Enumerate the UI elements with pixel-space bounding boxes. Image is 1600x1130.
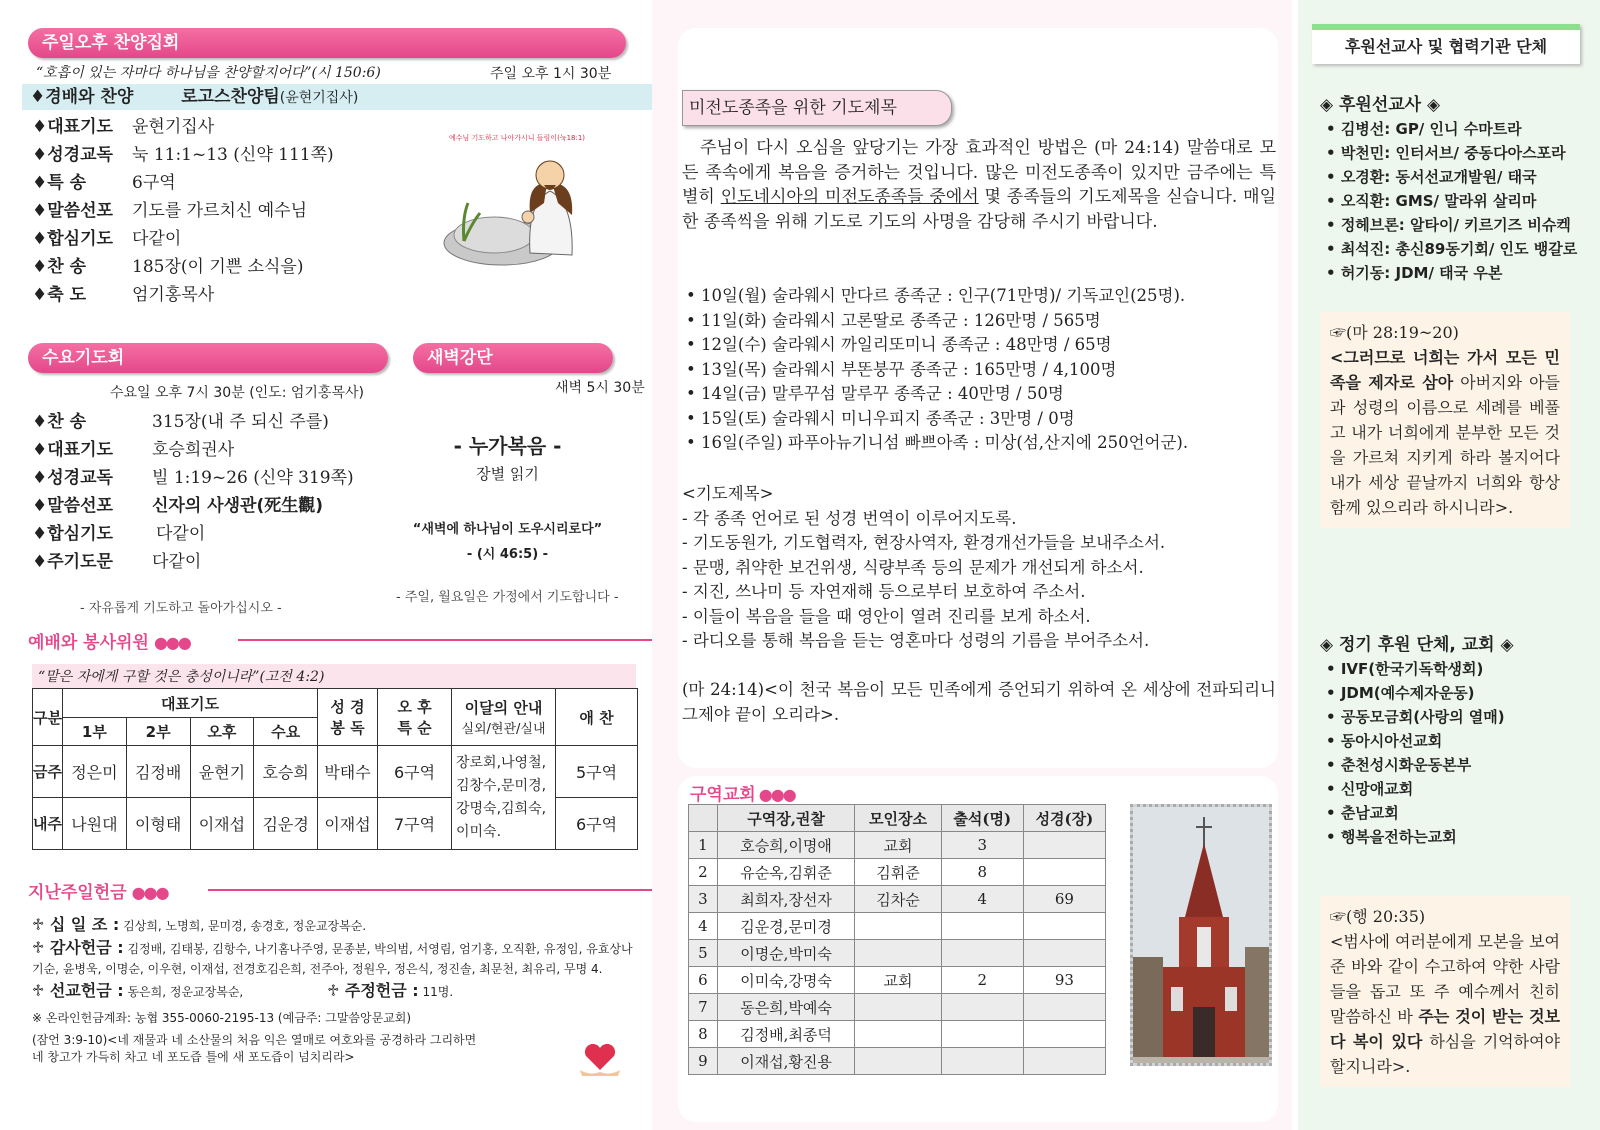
wednesday-time: 수요일 오후 7시 30분 (인도: 엄기홍목사) <box>110 385 364 401</box>
list-item: • 오경환: 동서선교개발원/ 태국 <box>1326 165 1577 189</box>
praying-jesus-illustration: 예수님 기도하고 나아가시니 들림이(눅18:1) <box>432 133 602 273</box>
proverb-verse: (잠언 3:9-10)<네 재물과 네 소산물의 처음 익은 열매로 여호와를 공경하라 그리하면 네 창고가 가득히 차고 네 포도즙 틀에 새 포도즙이 넘치리라> <box>32 1033 477 1064</box>
order-row: ♦찬 송 185장(이 기쁜 소식을) <box>32 257 304 277</box>
sunday-time: 주일 오후 1시 30분 <box>490 66 612 82</box>
table-row: 9 이재섭,황진용 <box>689 1048 1106 1075</box>
wednesday-order <box>32 408 354 576</box>
worship-bar: ♦경배와 찬양 로고스찬양팀(윤현기집사) <box>22 84 662 110</box>
header-hymn: 애 찬 <box>556 689 638 746</box>
right-title: 후원선교사 및 협력기관 단체 <box>1312 24 1580 64</box>
order-row: ♦찬 송 315장(내 주 되신 주를) <box>32 412 329 432</box>
order-row: ♦성경교독 눅 11:1~13 (신약 111쪽) <box>32 145 334 165</box>
list-item: • 14일(금) 말루꾸섬 말루꾸 종족군 : 40만명 / 50명 <box>686 384 1064 403</box>
table-row: 8 김정배,최종덕 <box>689 1021 1106 1048</box>
list-item: • 김병선: GP/ 인니 수마트라 <box>1326 117 1577 141</box>
header-guide: 이달의 안내 실외/현관/실내 <box>452 689 556 746</box>
closing-verse: (마 24:14)<이 천국 복음이 모든 민족에게 증언되기 위하여 온 세상에 전파되리니 그제야 끝이 오리라>. <box>682 680 1276 724</box>
offering-heading: 지난주일헌금 ●●● <box>28 878 628 903</box>
list-item: • 오직환: GMS/ 말라위 살리마 <box>1326 189 1577 213</box>
list-item: - 라디오를 통해 복음을 듣는 영혼마다 성령의 기름을 부어주소서. <box>682 631 1150 650</box>
list-item: • 16일(주일) 파푸아뉴기니섬 빠쁘아족 : 미상(섬,산지에 250언어군). <box>686 433 1189 452</box>
dawn-time: 새벽 5시 30분 <box>555 380 645 396</box>
list-item: • 공동모금회(사랑의 열매) <box>1326 705 1514 729</box>
list-item: • 최석진: 총신89동기회/ 인도 뱅갈로 <box>1326 237 1577 261</box>
committee-verse: “맡은 자에게 구할 것은 충성이니라”(고전 4:2) <box>32 664 636 688</box>
sunday-header: 주일오후 찬양집회 <box>28 28 626 58</box>
sunday-verse: “호흡이 있는 자마다 하나님을 찬양할지어다”(시 150:6) <box>36 65 381 81</box>
order-row: ♦말씀선포 신자의 사생관(死生觀) <box>32 496 323 516</box>
table-row: 금주 정은미 김정배 윤현기 호승희 박태수 6구역 장로회,나영철, 김창수,문미경, 강명숙,김희숙, 이미숙. 5구역 <box>33 746 638 798</box>
list-item: • 11일(화) 술라웨시 고론딸로 종족군 : 126만명 / 565명 <box>686 310 1101 330</box>
thanks-row: ♱ 감사헌금 : 김정배, 김태봉, 김항수, 나기홈나주영, 문종분, 박의범, 서영림, 엄기홍, 오직환, 유정임, 유효상나기순, 윤병욱, 이명순, 이우현, 이재섭, 전경호김은희, 전주아, 정원우, 정은식, 정진솔, 최문천, 최유리, 무명 4. <box>32 938 633 976</box>
dawn-footer: - 주일, 월요일은 가정에서 기도합니다 - <box>396 590 619 605</box>
acts-verse: ☞(행 20:35) <범사에 여러분에게 모본을 보여준 바와 같이 수고하여 약한 사람들을 돕고 또 주 예수께서 친히 말씀하신 바 주는 것이 받는 것보다 복이 있다 하심을 기억하여야 할지니라>. <box>1320 896 1570 1087</box>
guide-cell: 장로회,나영철, 김창수,문미경, 강명숙,김희숙, 이미숙. <box>452 746 556 850</box>
topics-title: <기도제목> <box>682 484 774 503</box>
table-row: 4 김운경,문미경 <box>689 913 1106 940</box>
list-item: • 허기동: JDM/ 태국 우본 <box>1326 261 1577 285</box>
mission-row: ♱ 선교헌금 : 동은희, 정운교장복순, ♱ 주정헌금 : 11명. <box>32 981 454 1000</box>
list-item: • JDM(예수제자운동) <box>1326 681 1514 705</box>
order-row: ♦합심기도 다같이 <box>32 229 182 249</box>
tithe-row: ♱ 십 일 조 : 김상희, 노명희, 문미경, 송경호, 정운교장복순. <box>32 915 367 934</box>
table-row: 2 유순옥,김휘준 김휘준 8 <box>689 859 1106 886</box>
great-commission-verse: ☞(마 28:19~20) <그러므로 너희는 가서 모든 민족을 제자로 삼아 아버지와 아들과 성령의 이름으로 세례를 베풀고 내가 너희에게 분부한 모든 것을 가르쳐 지키게 하라 볼지어다 내가 세상 끝날까지 너희와 항상 함께 있으리라 하시니라>. <box>1320 312 1570 528</box>
committee-table <box>32 688 638 850</box>
committee-heading: 예배와 봉사위원 ●●● <box>28 628 628 653</box>
dawn-content: - 누가복음 - 장별 읽기 “새벽에 하나님이 도우시리로다” - (시 46:5) - <box>412 434 603 562</box>
order-row: ♦대표기도 호승희권사 <box>32 440 235 460</box>
list-item: • 13일(목) 술라웨시 부똔붕꾸 종족군 : 165만명 / 4,100명 <box>686 359 1117 379</box>
list-item: - 지진, 쓰나미 등 자연재해 등으로부터 보호하여 주소서. <box>682 582 1086 601</box>
list-item: • 행복을전하는교회 <box>1326 825 1514 849</box>
account-info: ※ 온라인헌금계좌: 농협 355-0060-2195-13 (예금주: 그말씀앙문교회) <box>32 1011 412 1025</box>
header-special: 오 후 특 순 <box>378 689 452 746</box>
tribe-list <box>686 284 1280 456</box>
header-pm: 오후 <box>190 718 254 746</box>
sunday-order <box>32 113 334 309</box>
org-section: ◈ 정기 후원 단체, 교회 ◈ • IVF(한국기독학생회) • JDM(예수제자운동) • 공동모금회(사랑의 열매) • 동아시아선교회 • 춘천성시화운동본부 • 신망애교회 • 춘남교회 • 행복을전하는교회 <box>1320 630 1514 849</box>
order-row: ♦대표기도 윤현기집사 <box>32 117 215 137</box>
missionary-list <box>1326 117 1577 285</box>
missionary-section: ◈ 후원선교사 ◈ • 김병선: GP/ 인니 수마트라 • 박천민: 인터서브/ 중동다아스포라 • 오경환: 동서선교개발원/ 태국 • 오직환: GMS/ 말라위 살리마 • 정헤브론: 알타이/ 키르기즈 비슈켁 • 최석진: 총신89동기회/ 인도 뱅갈로 • 허기동: JDM/ 태국 우본 <box>1320 90 1577 285</box>
order-row: ♦합심기도 다같이 <box>32 524 206 544</box>
order-row: ♦말씀선포 기도를 가르치신 예수님 <box>32 201 308 221</box>
dawn-header: 새벽강단 <box>413 343 613 373</box>
prayer-title: 미전도종족을 위한 기도제목 <box>682 90 952 126</box>
list-item: • 신망애교회 <box>1326 777 1514 801</box>
list-item: • 15일(토) 술라웨시 미니우피지 종족군 : 3만명 / 0명 <box>686 408 1075 428</box>
order-row: ♦성경교독 빌 1:19~26 (신약 319쪽) <box>32 468 354 488</box>
list-item: • IVF(한국기독학생회) <box>1326 657 1514 681</box>
list-item: - 기도동원가, 기도협력자, 현장사역자, 환경개선가들을 보내주소서. <box>682 533 1166 552</box>
cell-table: 구역장,권찰 모인장소 출석(명) 성경(장) 1 호승희,이명애 교회 3 2 유순옥,김휘준 김휘준 8 3 최희자,장선자 김차순 4 69 4 김운경,문미경 5 이명순,박미숙 6 이미숙,강명숙 교회 2 93 7 동은희,박예숙 8 김정배,최종덕 9 이재섭,황진용 <box>688 804 1106 1075</box>
wednesday-header: 수요기도회 <box>28 343 388 373</box>
offering-list <box>32 915 642 1066</box>
list-item: • 춘남교회 <box>1326 801 1514 825</box>
table-row: 5 이명순,박미숙 <box>689 940 1106 967</box>
header-prayer: 대표기도 <box>63 689 318 718</box>
church-photo <box>1130 804 1272 1066</box>
table-row: 1 호승희,이명애 교회 3 <box>689 832 1106 859</box>
wednesday-footer: - 자유롭게 기도하고 돌아가십시오 - <box>80 601 282 616</box>
prayer-intro: 주님이 다시 오심을 앞당기는 가장 효과적인 방법은 (마 24:14) 말씀대로 모든 족속에게 복음을 증거하는 것입니다. 많은 미전도종족이 있지만 금주에는 특별히 인도네시아의 미전도종족들 중에서 몇 종족들의 기도제목을 싣습니다. 매일 한 종족씩을 위해 기도로 기도의 사명을 감당해 주시기 바랍니다. <box>682 138 1277 232</box>
order-row: ♦특 송 6구역 <box>32 173 176 193</box>
list-item: - 문맹, 취약한 보건위생, 식량부족 등의 문제가 개선되게 하소서. <box>682 557 1144 577</box>
heart-hands-icon <box>578 1040 622 1082</box>
table-row: 6 이미숙,강명숙 교회 2 93 <box>689 967 1106 994</box>
header-p1: 1부 <box>63 718 127 746</box>
list-item: • 12일(수) 술라웨시 까일리또미니 종족군 : 48만명 / 65명 <box>686 335 1112 354</box>
header-reading: 성 경 봉 독 <box>318 689 378 746</box>
table-row: 7 동은희,박예숙 <box>689 994 1106 1021</box>
header-wed: 수요 <box>254 718 318 746</box>
list-item: • 정헤브론: 알타이/ 키르기즈 비슈켁 <box>1326 213 1577 237</box>
cell-heading: 구역교회 ●●● <box>690 785 795 805</box>
header-group: 구분 <box>33 689 63 746</box>
header-p2: 2부 <box>126 718 190 746</box>
list-item: • 10일(월) 술라웨시 만다르 종족군 : 인구(71만명)/ 기독교인(25명). <box>686 286 1186 305</box>
order-row: ♦축 도 엄기홍목사 <box>32 285 215 305</box>
order-row: ♦주기도문 다같이 <box>32 552 202 572</box>
list-item: - 각 종족 언어로 된 성경 번역이 이루어지도록. <box>682 508 1017 528</box>
list-item: - 이들이 복음을 들을 때 영안이 열려 진리를 보게 하소서. <box>682 606 1091 626</box>
list-item: • 박천민: 인터서브/ 중동다아스포라 <box>1326 141 1577 165</box>
table-row: 내주 나원대 이형태 이재섭 김운경 이재섭 7구역 6구역 <box>33 798 638 850</box>
praying-figure-icon <box>432 143 602 271</box>
list-item: • 동아시아선교회 <box>1326 729 1514 753</box>
list-item: • 춘천성시화운동본부 <box>1326 753 1514 777</box>
church-building-icon <box>1133 807 1272 1066</box>
org-list <box>1326 657 1514 849</box>
table-row: 3 최희자,장선자 김차순 4 69 <box>689 886 1106 913</box>
prayer-topics <box>682 482 1276 654</box>
